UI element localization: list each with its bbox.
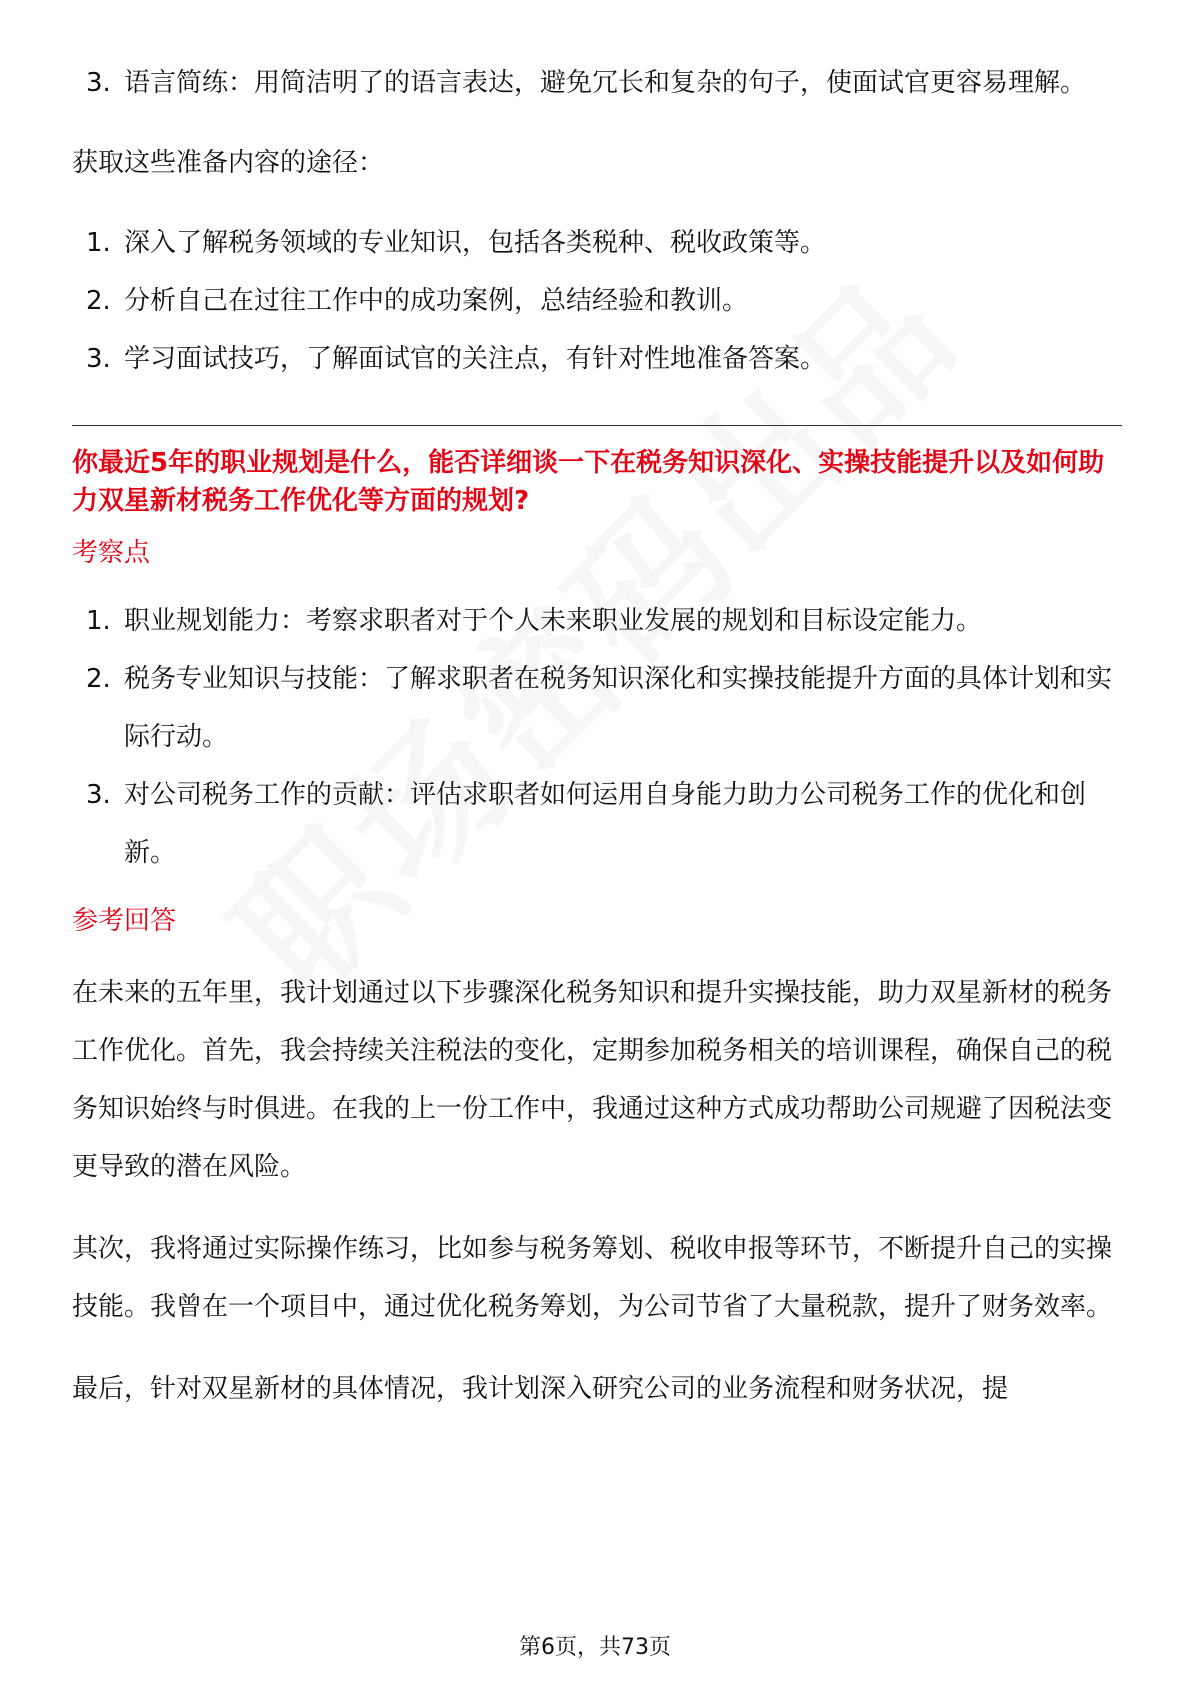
page-content (72, 54, 1122, 1418)
list-item-text: 税务专业知识与技能：了解求职者在税务知识深化和实操技能提升方面的具体计划和实际行动。 (124, 664, 1113, 752)
list-item-text: 学习面试技巧，了解面试官的关注点，有针对性地准备答案。 (124, 344, 827, 374)
list-item-number: 3. (86, 68, 111, 98)
list-item-number: 3. (86, 344, 111, 374)
preparation-tips-list (72, 54, 1112, 112)
list-item-number: 1. (86, 228, 111, 258)
list-item (72, 214, 1122, 272)
interview-question: 你最近5年的职业规划是什么，能否详细谈一下在税务知识深化、实操技能提升以及如何助力双星新材税务工作优化等方面的规划? (72, 448, 1105, 516)
ways-heading: 获取这些准备内容的途径： (72, 148, 385, 178)
examine-heading: 考察点 (72, 538, 151, 568)
list-item-text: 分析自己在过往工作中的成功案例，总结经验和教训。 (124, 286, 749, 316)
list-item (72, 54, 1112, 112)
page-footer: 第6页，共73页 (519, 1635, 671, 1660)
list-item-number: 1. (86, 606, 111, 636)
list-item (72, 766, 1122, 882)
ways-list (72, 214, 1122, 388)
section-divider (72, 425, 1122, 426)
list-item (72, 650, 1122, 766)
list-item (72, 330, 1122, 388)
list-item-number: 2. (86, 664, 111, 694)
list-item (72, 272, 1122, 330)
list-item-text: 对公司税务工作的贡献：评估求职者如何运用自身能力助力公司税务工作的优化和创新。 (124, 780, 1087, 868)
list-item-number: 2. (86, 286, 111, 316)
list-item-number: 3. (86, 780, 111, 810)
list-item-text: 职业规划能力：考察求职者对于个人未来职业发展的规划和目标设定能力。 (124, 606, 983, 636)
list-item-text: 深入了解税务领域的专业知识，包括各类税种、税收政策等。 (124, 228, 827, 258)
answer-paragraph: 其次，我将通过实际操作练习，比如参与税务筹划、税收申报等环节，不断提升自己的实操技能。我曾在一个项目中，通过优化税务筹划，为公司节省了大量税款，提升了财务效率。 (72, 1234, 1113, 1322)
answer-paragraph: 在未来的五年里，我计划通过以下步骤深化税务知识和提升实操技能，助力双星新材的税务工作优化。首先，我会持续关注税法的变化，定期参加税务相关的培训课程，确保自己的税务知识始终与时俱进。在我的上一份工作中，我通过这种方式成功帮助公司规避了因税法变更导致的潜在风险。 (72, 978, 1113, 1182)
answer-heading: 参考回答 (72, 906, 177, 936)
list-item (72, 592, 1122, 650)
examine-list (72, 592, 1122, 882)
list-item-text: 语言简练：用简洁明了的语言表达，避免冗长和复杂的句子，使面试官更容易理解。 (124, 68, 1087, 98)
answer-paragraph: 最后，针对双星新材的具体情况，我计划深入研究公司的业务流程和财务状况，提 (72, 1374, 1009, 1404)
